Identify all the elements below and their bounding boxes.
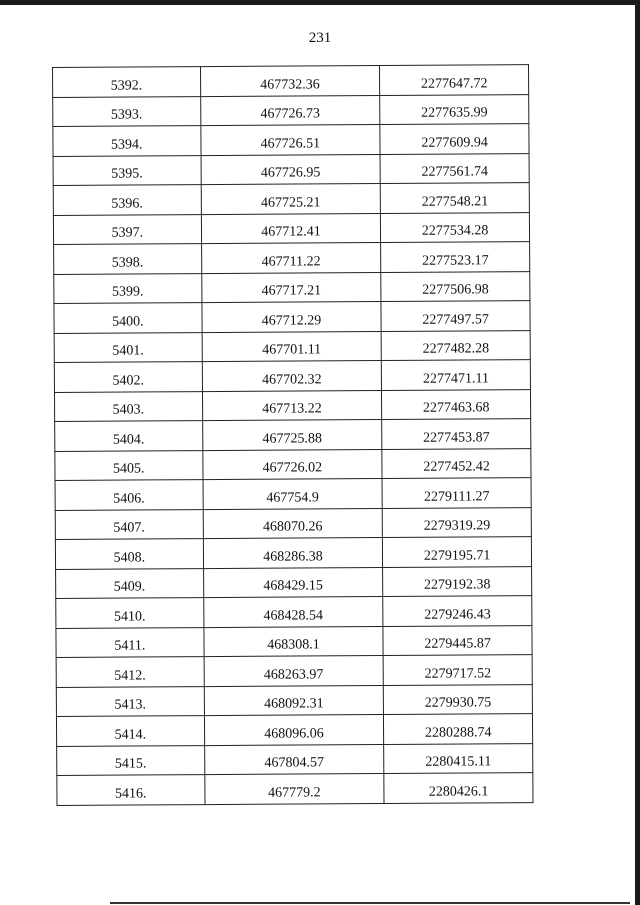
point-number-cell: 5414.	[56, 716, 204, 746]
x-coordinate-cell: 467717.21	[201, 272, 381, 303]
table-row	[53, 65, 529, 97]
point-number-cell: 5392.	[53, 67, 201, 97]
table-row	[56, 655, 532, 687]
page-number: 231	[308, 30, 332, 46]
x-coordinate-cell: 467702.32	[202, 360, 382, 391]
point-number-cell: 5411.	[56, 627, 204, 657]
table-row	[55, 537, 531, 569]
table-row	[53, 153, 529, 185]
table-row	[56, 714, 532, 746]
table-row	[53, 183, 529, 215]
table-row	[55, 448, 531, 480]
table-row	[53, 212, 529, 244]
point-number-cell: 5400.	[54, 303, 202, 333]
x-coordinate-cell: 468308.1	[204, 626, 384, 657]
coordinates-table	[52, 64, 534, 805]
scan-border-bottom	[110, 902, 630, 904]
point-number-cell: 5398.	[54, 244, 202, 274]
table-row	[56, 566, 532, 598]
point-number-cell: 5406.	[55, 480, 203, 510]
y-coordinate-cell: 2279319.29	[382, 507, 531, 537]
point-number-cell: 5395.	[53, 155, 201, 185]
table-row	[56, 596, 532, 628]
y-coordinate-cell: 2277471.11	[382, 360, 531, 390]
x-coordinate-cell: 467713.22	[202, 390, 382, 421]
point-number-cell: 5401.	[54, 332, 202, 362]
x-coordinate-cell: 467726.73	[200, 95, 380, 126]
x-coordinate-cell: 467725.21	[201, 183, 381, 214]
x-coordinate-cell: 467711.22	[201, 242, 381, 273]
x-coordinate-cell: 467701.11	[202, 331, 382, 362]
y-coordinate-cell: 2277506.98	[381, 271, 530, 301]
table-row	[56, 684, 532, 716]
point-number-cell: 5409.	[56, 568, 204, 598]
table-row	[56, 625, 532, 657]
y-coordinate-cell: 2279717.52	[383, 655, 532, 685]
y-coordinate-cell: 2277609.94	[380, 124, 529, 154]
x-coordinate-cell: 467712.29	[202, 301, 382, 332]
x-coordinate-cell: 467726.51	[200, 124, 380, 155]
y-coordinate-cell: 2277523.17	[381, 242, 530, 272]
y-coordinate-cell: 2277497.57	[381, 301, 530, 331]
scan-border-top	[0, 0, 640, 5]
table-row	[53, 124, 529, 156]
point-number-cell: 5408.	[55, 539, 203, 569]
point-number-cell: 5394.	[53, 126, 201, 156]
y-coordinate-cell: 2279930.75	[384, 684, 533, 714]
y-coordinate-cell: 2279195.71	[383, 537, 532, 567]
point-number-cell: 5397.	[53, 214, 201, 244]
point-number-cell: 5405.	[55, 450, 203, 480]
table-row	[57, 773, 533, 805]
y-coordinate-cell: 2279192.38	[383, 566, 532, 596]
table-row	[54, 360, 530, 392]
point-number-cell: 5403.	[54, 391, 202, 421]
y-coordinate-cell: 2277561.74	[380, 153, 529, 183]
point-number-cell: 5412.	[56, 657, 204, 687]
x-coordinate-cell: 468092.31	[204, 685, 384, 716]
x-coordinate-cell: 468286.38	[203, 537, 383, 568]
point-number-cell: 5399.	[54, 273, 202, 303]
y-coordinate-cell: 2277548.21	[380, 183, 529, 213]
table-row	[57, 743, 533, 775]
x-coordinate-cell: 467726.02	[202, 449, 382, 480]
x-coordinate-cell: 467725.88	[202, 419, 382, 450]
x-coordinate-cell: 468096.06	[204, 714, 384, 745]
y-coordinate-cell: 2279246.43	[383, 596, 532, 626]
y-coordinate-cell: 2277453.87	[382, 419, 531, 449]
table-row	[54, 301, 530, 333]
table-row	[55, 507, 531, 539]
y-coordinate-cell: 2280426.1	[384, 773, 533, 803]
y-coordinate-cell: 2277647.72	[380, 65, 529, 95]
point-number-cell: 5402.	[54, 362, 202, 392]
point-number-cell: 5396.	[53, 185, 201, 215]
table-row	[54, 389, 530, 421]
y-coordinate-cell: 2280288.74	[384, 714, 533, 744]
y-coordinate-cell: 2279445.87	[383, 625, 532, 655]
table-row	[54, 330, 530, 362]
x-coordinate-cell: 468429.15	[203, 567, 383, 598]
point-number-cell: 5404.	[55, 421, 203, 451]
point-number-cell: 5413.	[56, 686, 204, 716]
y-coordinate-cell: 2279111.27	[382, 478, 531, 508]
x-coordinate-cell: 467726.95	[201, 154, 381, 185]
point-number-cell: 5415.	[57, 745, 205, 775]
y-coordinate-cell: 2277635.99	[380, 94, 529, 124]
y-coordinate-cell: 2277452.42	[382, 448, 531, 478]
x-coordinate-cell: 467779.2	[204, 773, 384, 804]
x-coordinate-cell: 468428.54	[203, 596, 383, 627]
x-coordinate-cell: 468263.97	[204, 655, 384, 686]
table-row	[54, 271, 530, 303]
x-coordinate-cell: 467732.36	[200, 65, 380, 96]
point-number-cell: 5407.	[55, 509, 203, 539]
point-number-cell: 5416.	[57, 775, 205, 805]
x-coordinate-cell: 467804.57	[204, 744, 384, 775]
table-row	[54, 242, 530, 274]
scan-border-right	[635, 0, 640, 905]
y-coordinate-cell: 2280415.11	[384, 743, 533, 773]
table-row	[55, 478, 531, 510]
y-coordinate-cell: 2277534.28	[381, 212, 530, 242]
coordinates-table-body	[53, 65, 533, 805]
x-coordinate-cell: 467754.9	[203, 478, 383, 509]
table-row	[53, 94, 529, 126]
table-row	[55, 419, 531, 451]
point-number-cell: 5393.	[53, 96, 201, 126]
x-coordinate-cell: 467712.41	[201, 213, 381, 244]
point-number-cell: 5410.	[56, 598, 204, 628]
x-coordinate-cell: 468070.26	[203, 508, 383, 539]
y-coordinate-cell: 2277463.68	[382, 389, 531, 419]
y-coordinate-cell: 2277482.28	[381, 330, 530, 360]
